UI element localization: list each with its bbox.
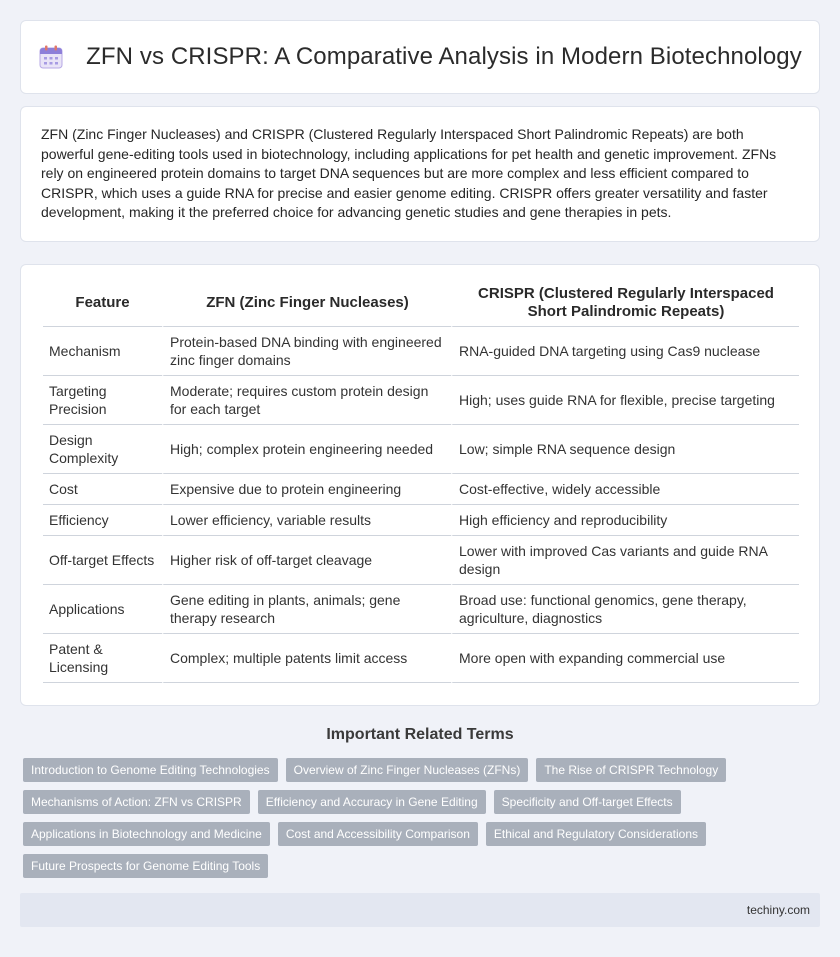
zfn-cell: Gene editing in plants, animals; gene therapy research: [162, 585, 451, 634]
feature-cell: Targeting Precision: [43, 376, 162, 425]
crispr-cell: Broad use: functional genomics, gene therapy, agriculture, diagnostics: [451, 585, 799, 634]
crispr-cell: RNA-guided DNA targeting using Cas9 nuclease: [451, 327, 799, 376]
related-term-tag[interactable]: Ethical and Regulatory Considerations: [486, 822, 706, 846]
comparison-table-card: [20, 264, 820, 706]
crispr-cell: High efficiency and reproducibility: [451, 505, 799, 536]
table-row: [43, 376, 799, 425]
related-term-tag[interactable]: Future Prospects for Genome Editing Tools: [23, 854, 268, 878]
page-title: ZFN vs CRISPR: A Comparative Analysis in Modern Biotechnology: [86, 43, 802, 70]
calendar-table-icon: [38, 44, 64, 70]
zfn-cell: Moderate; requires custom protein design for each target: [162, 376, 451, 425]
crispr-cell: Low; simple RNA sequence design: [451, 425, 799, 474]
table-row: [43, 505, 799, 536]
feature-cell: Design Complexity: [43, 425, 162, 474]
feature-cell: Patent & Licensing: [43, 634, 162, 683]
table-row: [43, 474, 799, 505]
feature-cell: Efficiency: [43, 505, 162, 536]
zfn-cell: Complex; multiple patents limit access: [162, 634, 451, 683]
table-row: [43, 536, 799, 585]
feature-cell: Mechanism: [43, 327, 162, 376]
table-row: [43, 425, 799, 474]
crispr-cell: Cost-effective, widely accessible: [451, 474, 799, 505]
intro-paragraph: ZFN (Zinc Finger Nucleases) and CRISPR (Clustered Regularly Interspaced Short Palindromic Repeats) are both powerful gene-editing tools used in biotechnology, including applications for pet health and genetic improvement. ZFNs rely on engineered protein domains to target DNA sequences but are more complex and less efficient compared to CRISPR, which uses a guide RNA for precise and easier genome editing. CRISPR offers greater versatility and faster development, making it the preferred choice for advancing genetic studies and gene therapies in pets.: [41, 126, 777, 221]
zfn-cell: Protein-based DNA binding with engineered zinc finger domains: [162, 327, 451, 376]
comparison-table: [43, 279, 799, 683]
related-term-tag[interactable]: Introduction to Genome Editing Technologies: [23, 758, 278, 782]
table-row: [43, 634, 799, 683]
related-term-tag[interactable]: Cost and Accessibility Comparison: [278, 822, 478, 846]
crispr-cell: Lower with improved Cas variants and guide RNA design: [451, 536, 799, 585]
related-term-tag[interactable]: The Rise of CRISPR Technology: [536, 758, 726, 782]
header-feature: Feature: [43, 279, 162, 327]
crispr-cell: More open with expanding commercial use: [451, 634, 799, 683]
table-row: [43, 327, 799, 376]
related-term-tag[interactable]: Overview of Zinc Finger Nucleases (ZFNs): [286, 758, 529, 782]
related-terms-tags: [23, 758, 823, 878]
related-term-tag[interactable]: Applications in Biotechnology and Medicine: [23, 822, 270, 846]
zfn-cell: High; complex protein engineering needed: [162, 425, 451, 474]
header-card: [20, 20, 820, 94]
feature-cell: Cost: [43, 474, 162, 505]
table-header-row: [43, 279, 799, 327]
zfn-cell: Higher risk of off-target cleavage: [162, 536, 451, 585]
zfn-cell: Expensive due to protein engineering: [162, 474, 451, 505]
related-term-tag[interactable]: Mechanisms of Action: ZFN vs CRISPR: [23, 790, 250, 814]
related-term-tag[interactable]: Specificity and Off-target Effects: [494, 790, 681, 814]
related-term-tag[interactable]: Efficiency and Accuracy in Gene Editing: [258, 790, 486, 814]
related-terms-title: Important Related Terms: [326, 726, 514, 743]
crispr-cell: High; uses guide RNA for flexible, precise targeting: [451, 376, 799, 425]
header-zfn: ZFN (Zinc Finger Nucleases): [162, 279, 451, 327]
footer-bar: [20, 893, 820, 927]
feature-cell: Applications: [43, 585, 162, 634]
feature-cell: Off-target Effects: [43, 536, 162, 585]
zfn-cell: Lower efficiency, variable results: [162, 505, 451, 536]
intro-card: [20, 106, 820, 242]
table-row: [43, 585, 799, 634]
title-wrap: [38, 43, 802, 71]
header-crispr: CRISPR (Clustered Regularly Interspaced Short Palindromic Repeats): [451, 279, 799, 327]
footer-site-link[interactable]: techiny.com: [746, 903, 810, 917]
